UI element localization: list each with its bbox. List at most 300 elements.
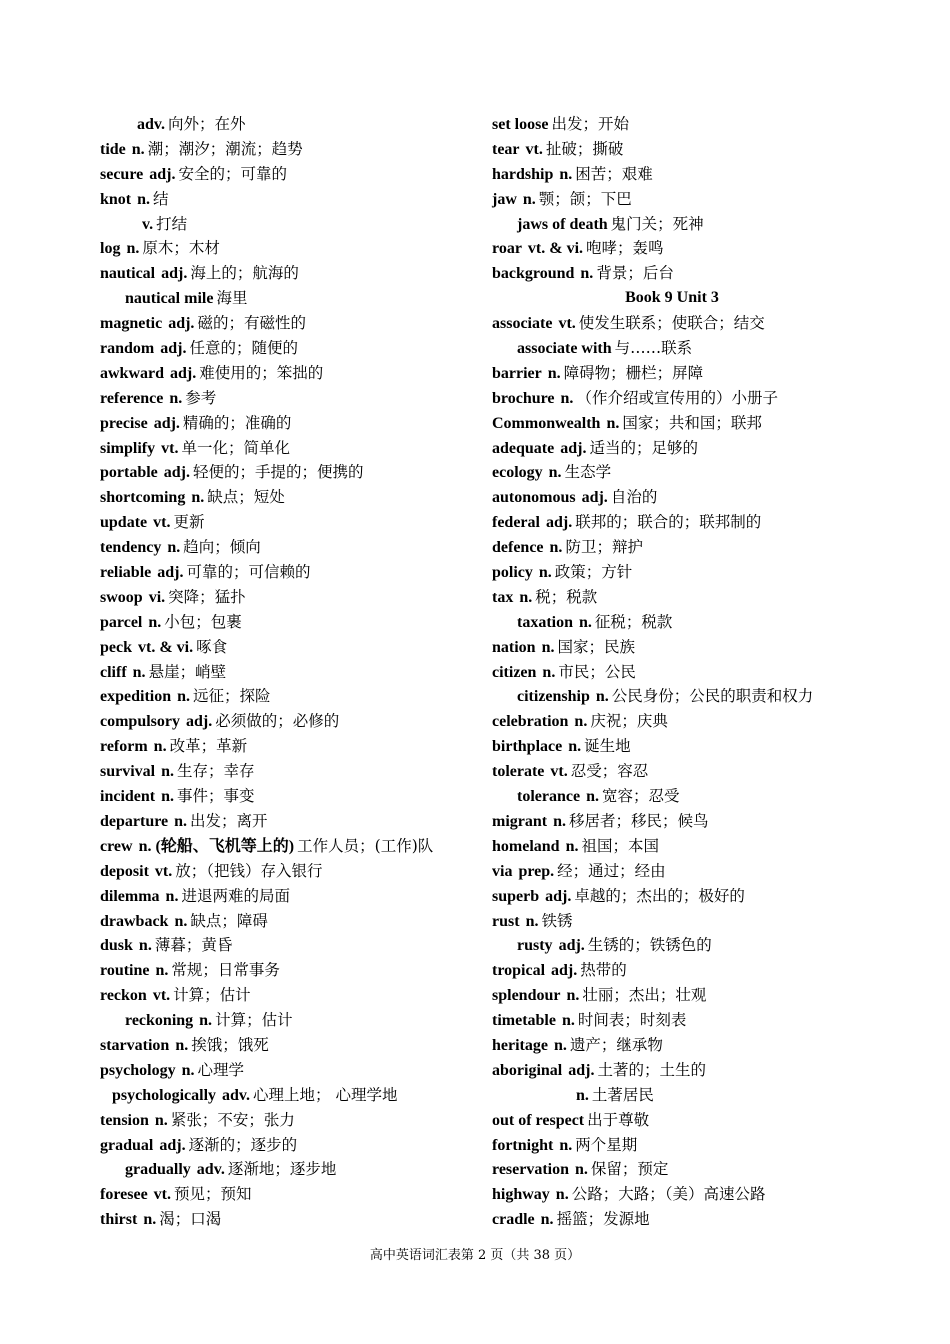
vocab-definition: 进退两难的局面	[181, 886, 290, 905]
vocab-entry	[100, 386, 480, 411]
vocab-entry	[492, 635, 912, 660]
vocab-word: knot	[100, 190, 132, 208]
vocab-part-of-speech: adj.	[551, 962, 578, 980]
vocab-part-of-speech: n.	[553, 812, 567, 830]
vocab-definition: 适当的；足够的	[589, 438, 698, 457]
vocab-part-of-speech: n.	[566, 987, 580, 1005]
vocab-definition: 保留；预定	[590, 1160, 669, 1179]
vocab-definition: 改革；革新	[169, 737, 248, 756]
vocab-entry	[100, 983, 480, 1008]
vocab-word: via	[492, 862, 513, 880]
vocab-part-of-speech: n.	[580, 265, 594, 283]
vocab-part-of-speech: vt.	[161, 439, 179, 457]
vocab-word: gradual	[100, 1136, 154, 1154]
vocab-definition: 小包；包裹	[164, 612, 242, 631]
vocab-part-of-speech: n.	[565, 837, 579, 855]
vocab-part-of-speech: adj.	[153, 414, 180, 432]
vocab-part-of-speech: n.	[575, 1161, 588, 1179]
vocab-definition: 悬崖；峭壁	[148, 662, 227, 681]
vocab-definition: 原木；木材	[142, 239, 220, 258]
vocab-definition: 必须做的；必修的	[215, 712, 340, 731]
vocab-definition: 打结	[156, 214, 188, 233]
vocab-word: portable	[100, 464, 158, 482]
vocab-part-of-speech: vt. & vi.	[527, 240, 584, 258]
vocab-definition: 出于尊敬	[587, 1110, 650, 1129]
vocab-entry	[492, 485, 912, 510]
vocab-definition: 扯破；撕破	[545, 139, 624, 158]
vocab-word: homeland	[492, 837, 560, 855]
vocab-entry	[100, 1033, 480, 1058]
vocab-word: nautical	[100, 265, 156, 283]
vocab-part-of-speech: n.	[561, 1012, 575, 1030]
vocab-word: crew	[100, 837, 133, 855]
vocab-definition: 挨饿；饿死	[191, 1035, 269, 1054]
vocab-part-of-speech: vt.	[153, 514, 171, 532]
vocab-part-of-speech: n.	[154, 1111, 168, 1129]
vocab-entry	[492, 1157, 912, 1182]
vocab-word: cradle	[492, 1211, 535, 1229]
vocab-part-of-speech: n.	[161, 763, 175, 781]
vocab-part-of-speech: adj.	[560, 439, 587, 457]
vocab-definition: 工作人员；(工作)队	[297, 836, 434, 855]
vocab-part-of-speech: adj.	[558, 937, 585, 955]
vocab-word: psychology	[100, 1061, 176, 1079]
vocab-entry	[492, 1008, 912, 1033]
vocab-word: set loose	[492, 116, 549, 133]
vocab-entry	[100, 162, 480, 187]
vocab-word: tolerate	[492, 763, 545, 781]
vocab-definition: 出发；离开	[190, 811, 268, 830]
vocab-word: parcel	[100, 613, 143, 631]
vocab-part-of-speech: vt.	[558, 315, 576, 333]
vocab-entry	[492, 734, 912, 759]
vocab-entry	[492, 809, 912, 834]
vocab-definition: 诞生地	[584, 737, 631, 756]
vocab-entry	[492, 311, 912, 336]
vocab-definition: 远征；探险	[193, 687, 271, 706]
vocab-entry	[492, 784, 912, 809]
vocab-entry	[100, 684, 480, 709]
vocab-word: deposit	[100, 862, 149, 880]
vocab-word: hardship	[492, 165, 554, 183]
vocab-part-of-speech: n.	[131, 140, 145, 158]
vocab-definition: 防卫；辩护	[565, 538, 643, 557]
vocab-definition: 生态学	[564, 463, 612, 482]
vocab-part-of-speech: adj.	[149, 165, 176, 183]
vocab-part-of-speech: n.	[549, 539, 563, 557]
vocab-entry	[492, 510, 912, 535]
vocab-word: autonomous	[492, 489, 576, 507]
vocab-entry	[100, 1083, 480, 1108]
vocab-definition: 放；（把钱）存入银行	[175, 861, 323, 880]
vocab-word: timetable	[492, 1012, 556, 1030]
vocab-entry	[100, 485, 480, 510]
vocab-part-of-speech: n.	[199, 1012, 213, 1030]
vocab-definition: 困苦；艰难	[575, 164, 653, 183]
vocab-part-of-speech: adj.	[186, 713, 213, 731]
vocab-word: jaws of death	[517, 215, 608, 233]
vocab-entry	[492, 1033, 912, 1058]
vocab-word: tear	[492, 140, 520, 158]
vocab-word: rusty	[517, 937, 553, 955]
vocab-part-of-speech: n.	[155, 962, 169, 980]
vocab-part-of-speech: adj.	[159, 1136, 186, 1154]
vocab-word: reliable	[100, 564, 152, 582]
vocab-word: reservation	[492, 1161, 570, 1179]
vocab-word: foresee	[100, 1186, 148, 1204]
vocab-definition: 磁的；有磁性的	[197, 314, 306, 333]
vocab-word: log	[100, 240, 121, 258]
vocab-word: reckon	[100, 987, 147, 1005]
vocab-word: cliff	[100, 663, 127, 681]
vocab-definition: 突降；猛扑	[168, 587, 246, 606]
vocab-part-of-speech: n.	[540, 1211, 554, 1229]
vocab-entry	[100, 1108, 480, 1133]
vocab-word: nautical mile	[125, 290, 214, 308]
vocab-entry	[100, 1182, 480, 1207]
vocab-definition: 海上的；航海的	[190, 264, 299, 283]
vocab-word: associate	[492, 315, 553, 333]
vocab-definition: 向外；在外	[168, 115, 246, 133]
vocab-definition: 时间表；时刻表	[577, 1011, 687, 1030]
vocab-definition: 颚；颌；下巴	[538, 189, 632, 208]
page-footer: 高中英语词汇表第 2 页（共 38 页）	[369, 1248, 581, 1263]
vocab-word: superb	[492, 887, 540, 905]
vocab-definition: 土著居民	[591, 1085, 654, 1104]
vocab-part-of-speech: n.	[143, 1211, 157, 1229]
vocab-entry	[492, 660, 912, 685]
vocab-definition: 出发；开始	[551, 115, 629, 133]
vocab-word: migrant	[492, 812, 548, 830]
vocab-entry	[100, 759, 480, 784]
vocab-entry	[492, 162, 912, 187]
vocab-entry	[100, 709, 480, 734]
vocab-word: jaw	[492, 190, 517, 208]
vocab-definition: 自治的	[610, 488, 658, 507]
vocab-part-of-speech: n.	[579, 613, 592, 631]
vocab-entry	[492, 212, 912, 237]
vocab-entry	[100, 1133, 480, 1158]
vocab-word: associate with	[517, 340, 612, 358]
vocab-word: awkward	[100, 364, 165, 382]
vocab-definition: 背景；后台	[596, 264, 674, 283]
vocab-word: ecology	[492, 464, 543, 482]
vocab-word: tide	[100, 140, 126, 158]
vocab-entry	[100, 286, 480, 311]
vocab-part-of-speech: n.	[525, 912, 539, 930]
vocab-word: splendour	[492, 987, 561, 1005]
vocab-definition: 征税；税款	[594, 612, 673, 631]
vocab-word: tension	[100, 1111, 149, 1129]
vocab-definition: 薄暮；黄昏	[154, 936, 233, 955]
vocab-definition: 难使用的；笨拙的	[199, 363, 324, 382]
vocab-part-of-speech: n.	[175, 1036, 189, 1054]
vocab-part-of-speech: n.	[169, 389, 183, 407]
vocab-definition: 公民身份；公民的职责和权力	[611, 687, 814, 706]
vocab-part-of-speech: n.	[538, 564, 552, 582]
vocab-part-of-speech: n.	[553, 1036, 567, 1054]
vocab-entry	[492, 1058, 912, 1083]
vocab-definition: 更新	[173, 513, 205, 532]
vocab-word: departure	[100, 812, 169, 830]
vocab-definition: 计算；估计	[215, 1011, 293, 1030]
vocab-column-right	[492, 112, 912, 1232]
vocab-entry	[492, 361, 912, 386]
vocab-entry	[492, 585, 912, 610]
vocab-part-of-speech: n.	[519, 588, 533, 606]
vocab-entry	[492, 535, 912, 560]
vocab-word: rust	[492, 912, 520, 930]
vocab-part-of-speech: n.	[138, 937, 152, 955]
vocab-definition: 鬼门关；死神	[610, 214, 704, 233]
vocab-entry	[492, 933, 912, 958]
vocab-entry	[492, 610, 912, 635]
vocab-entry	[100, 236, 480, 261]
vocab-part-of-speech: n.	[191, 489, 205, 507]
vocab-part-of-speech: n.	[559, 1136, 573, 1154]
vocab-entry	[492, 709, 912, 734]
vocab-definition: 遗产；继承物	[569, 1035, 663, 1054]
vocab-word: shortcoming	[100, 489, 186, 507]
vocab-word: drawback	[100, 912, 169, 930]
vocab-entry	[100, 361, 480, 386]
vocab-part-of-speech: n.	[547, 364, 561, 382]
vocab-definition: 心理学	[197, 1060, 244, 1079]
vocab-word: roar	[492, 240, 522, 258]
vocab-definition: 缺点；障碍	[190, 911, 268, 930]
vocab-definition: 公路；大路；（美）高速公路	[571, 1185, 766, 1204]
vocab-part-of-speech: adj.	[160, 340, 187, 358]
vocab-word: fortnight	[492, 1136, 554, 1154]
vocab-column-left	[100, 112, 480, 1232]
vocab-entry	[492, 958, 912, 983]
vocab-entry	[492, 684, 912, 709]
vocab-part-of-speech: n.	[177, 688, 191, 706]
vocab-word: aboriginal	[492, 1061, 563, 1079]
vocab-definition: 计算；估计	[173, 986, 251, 1005]
vocab-part-of-speech: n.	[165, 887, 179, 905]
vocab-entry	[100, 958, 480, 983]
vocab-definition: 缺点；短处	[207, 488, 285, 507]
vocab-part-of-speech: n.	[148, 613, 162, 631]
vocab-word: magnetic	[100, 315, 163, 333]
vocab-definition: 使发生联系；使联合；结交	[578, 314, 765, 333]
vocab-entry	[100, 734, 480, 759]
vocab-word: swoop	[100, 588, 143, 606]
vocab-definition: 两个星期	[575, 1135, 638, 1154]
vocab-definition: 轻便的；手提的；便携的	[193, 463, 364, 482]
vocab-part-of-speech: vt. & vi.	[138, 638, 194, 656]
vocab-definition: 忍受；容忍	[570, 762, 649, 781]
vocab-part-of-speech: adj.	[170, 364, 197, 382]
section-heading: Book 9 Unit 3	[625, 289, 719, 307]
vocab-definition: 紧张；不安；张力	[170, 1110, 295, 1129]
vocab-entry	[492, 112, 912, 137]
vocab-word: brochure	[492, 389, 555, 407]
vocab-part-of-speech: adv.	[137, 116, 166, 133]
vocab-word: reference	[100, 389, 164, 407]
vocab-definition: 可靠的；可信赖的	[186, 563, 311, 582]
vocab-definition: 咆哮；轰鸣	[586, 239, 664, 258]
vocab-entry	[100, 809, 480, 834]
vocab-word: survival	[100, 763, 156, 781]
vocab-entry	[492, 236, 912, 261]
vocab-part-of-speech: n.	[167, 539, 181, 557]
vocab-entry	[100, 336, 480, 361]
vocab-part-of-speech: n.	[174, 812, 188, 830]
vocab-word: celebration	[492, 713, 569, 731]
vocab-part-of-speech: n.	[606, 414, 620, 432]
vocab-definition: 铁锈	[541, 911, 573, 930]
vocab-word: routine	[100, 962, 150, 980]
vocab-entry	[492, 1133, 912, 1158]
vocab-word: secure	[100, 165, 144, 183]
vocab-entry	[492, 436, 912, 461]
vocab-word: reckoning	[125, 1012, 194, 1030]
vocab-part-of-speech: n.	[153, 738, 167, 756]
vocab-part-of-speech: n. (轮船、飞机等上的)	[138, 837, 295, 855]
vocab-part-of-speech: n.	[574, 713, 588, 731]
vocab-definition: 土著的；土生的	[597, 1060, 706, 1079]
vocab-definition: （作介绍或宣传用的）小册子	[576, 388, 778, 407]
vocab-entry	[100, 1058, 480, 1083]
vocab-entry	[492, 1182, 912, 1207]
vocab-word: highway	[492, 1186, 550, 1204]
vocab-entry	[100, 1207, 480, 1232]
vocab-entry	[100, 261, 480, 286]
vocab-entry	[100, 1008, 480, 1033]
vocab-definition: 精确的；准确的	[182, 413, 292, 432]
vocab-part-of-speech: n.	[132, 663, 146, 681]
vocab-word: compulsory	[100, 713, 180, 731]
vocab-entry	[492, 336, 912, 361]
vocab-entry	[492, 834, 912, 859]
vocab-definition: 渴；口渴	[159, 1210, 222, 1229]
vocab-part-of-speech: n.	[161, 788, 175, 806]
vocab-part-of-speech: adv.	[196, 1161, 225, 1179]
vocab-definition: 常规；日常事务	[171, 961, 280, 980]
vocab-entry	[492, 261, 912, 286]
vocab-definition: 壮丽；杰出；壮观	[582, 986, 707, 1005]
vocab-part-of-speech: adj.	[163, 464, 191, 482]
vocab-definition: 潮；潮汐；潮流；趋势	[147, 139, 303, 158]
vocab-word: citizenship	[517, 688, 590, 706]
vocab-entry	[492, 1083, 912, 1108]
vocab-part-of-speech: adj.	[157, 564, 184, 582]
vocab-definition: 啄食	[196, 637, 228, 656]
vocab-part-of-speech: n.	[568, 738, 582, 756]
vocab-definition: 任意的；随便的	[189, 339, 298, 358]
vocab-part-of-speech: adj.	[545, 887, 572, 905]
vocab-entry	[492, 560, 912, 585]
vocab-definition: 结	[153, 189, 169, 208]
vocab-definition: 庆祝；庆典	[590, 712, 668, 731]
vocab-word: dilemma	[100, 887, 160, 905]
vocab-definition: 宽容；忍受	[601, 787, 680, 806]
vocab-entry	[100, 909, 480, 934]
vocab-part-of-speech: n.	[548, 464, 562, 482]
vocab-part-of-speech: n.	[181, 1061, 195, 1079]
vocab-entry	[100, 436, 480, 461]
vocab-word: update	[100, 514, 148, 532]
vocab-part-of-speech: adj.	[161, 265, 188, 283]
vocab-entry	[492, 137, 912, 162]
vocab-definition: 预见；预知	[174, 1185, 252, 1204]
vocab-entry	[100, 1157, 480, 1182]
vocab-entry	[492, 386, 912, 411]
vocab-entry	[492, 759, 912, 784]
vocab-word: tropical	[492, 962, 546, 980]
vocab-entry	[492, 187, 912, 212]
vocab-word: heritage	[492, 1036, 548, 1054]
vocab-definition: 经；通过；经由	[557, 861, 666, 880]
vocab-definition: 趋向；倾向	[183, 538, 261, 557]
vocab-part-of-speech: n.	[586, 788, 599, 806]
vocab-entry	[100, 311, 480, 336]
vocab-definition: 摇篮；发源地	[556, 1210, 650, 1229]
vocab-part-of-speech: v.	[142, 215, 154, 233]
vocab-part-of-speech: n.	[174, 912, 188, 930]
vocab-part-of-speech: vt.	[525, 140, 543, 158]
vocab-part-of-speech: n.	[542, 663, 556, 681]
vocab-entry	[100, 933, 480, 958]
vocab-part-of-speech: n.	[595, 688, 609, 706]
vocab-word: nation	[492, 638, 536, 656]
vocab-entry	[492, 1108, 912, 1133]
vocab-part-of-speech: vt.	[152, 987, 171, 1005]
vocab-word: expedition	[100, 688, 172, 706]
vocab-definition: 单一化；简单化	[181, 438, 290, 457]
vocab-word: tolerance	[517, 788, 581, 806]
vocab-entry	[100, 212, 480, 237]
vocab-word: psychologically	[112, 1086, 217, 1104]
vocab-part-of-speech: adj.	[581, 489, 608, 507]
vocab-definition: 祖国；本国	[581, 836, 659, 855]
vocab-entry	[492, 909, 912, 934]
vocab-part-of-speech: vt.	[550, 763, 568, 781]
vocab-word: citizen	[492, 663, 537, 681]
vocab-entry	[100, 585, 480, 610]
vocab-definition: 移居者；移民；候鸟	[569, 811, 709, 830]
vocab-entry	[100, 610, 480, 635]
vocab-part-of-speech: n.	[555, 1186, 569, 1204]
vocab-part-of-speech: n.	[541, 638, 555, 656]
vocab-definition: 与……联系	[614, 339, 693, 358]
vocab-entry	[492, 983, 912, 1008]
vocab-word: random	[100, 340, 155, 358]
vocab-word: Commonwealth	[492, 414, 601, 432]
vocab-word: birthplace	[492, 738, 563, 756]
vocab-word: defence	[492, 539, 544, 557]
vocab-entry	[100, 510, 480, 535]
vocab-word: dusk	[100, 937, 133, 955]
vocab-entry	[100, 460, 480, 485]
vocab-definition: 热带的	[580, 961, 627, 980]
vocab-part-of-speech: adj.	[568, 1061, 595, 1079]
vocab-word: precise	[100, 414, 148, 432]
vocab-part-of-speech: vi.	[148, 588, 166, 606]
vocab-definition: 逐渐地；逐步地	[227, 1160, 337, 1179]
vocab-word: tax	[492, 588, 514, 606]
vocab-entry	[100, 560, 480, 585]
vocab-word: starvation	[100, 1036, 170, 1054]
vocab-part-of-speech: adv.	[222, 1086, 251, 1104]
vocab-part-of-speech: prep.	[518, 862, 555, 880]
vocab-definition: 卓越的；杰出的；极好的	[574, 886, 745, 905]
vocab-word: out of respect	[492, 1111, 585, 1129]
vocab-part-of-speech: vt.	[153, 1186, 171, 1204]
vocab-definition: 政策；方针	[554, 563, 633, 582]
